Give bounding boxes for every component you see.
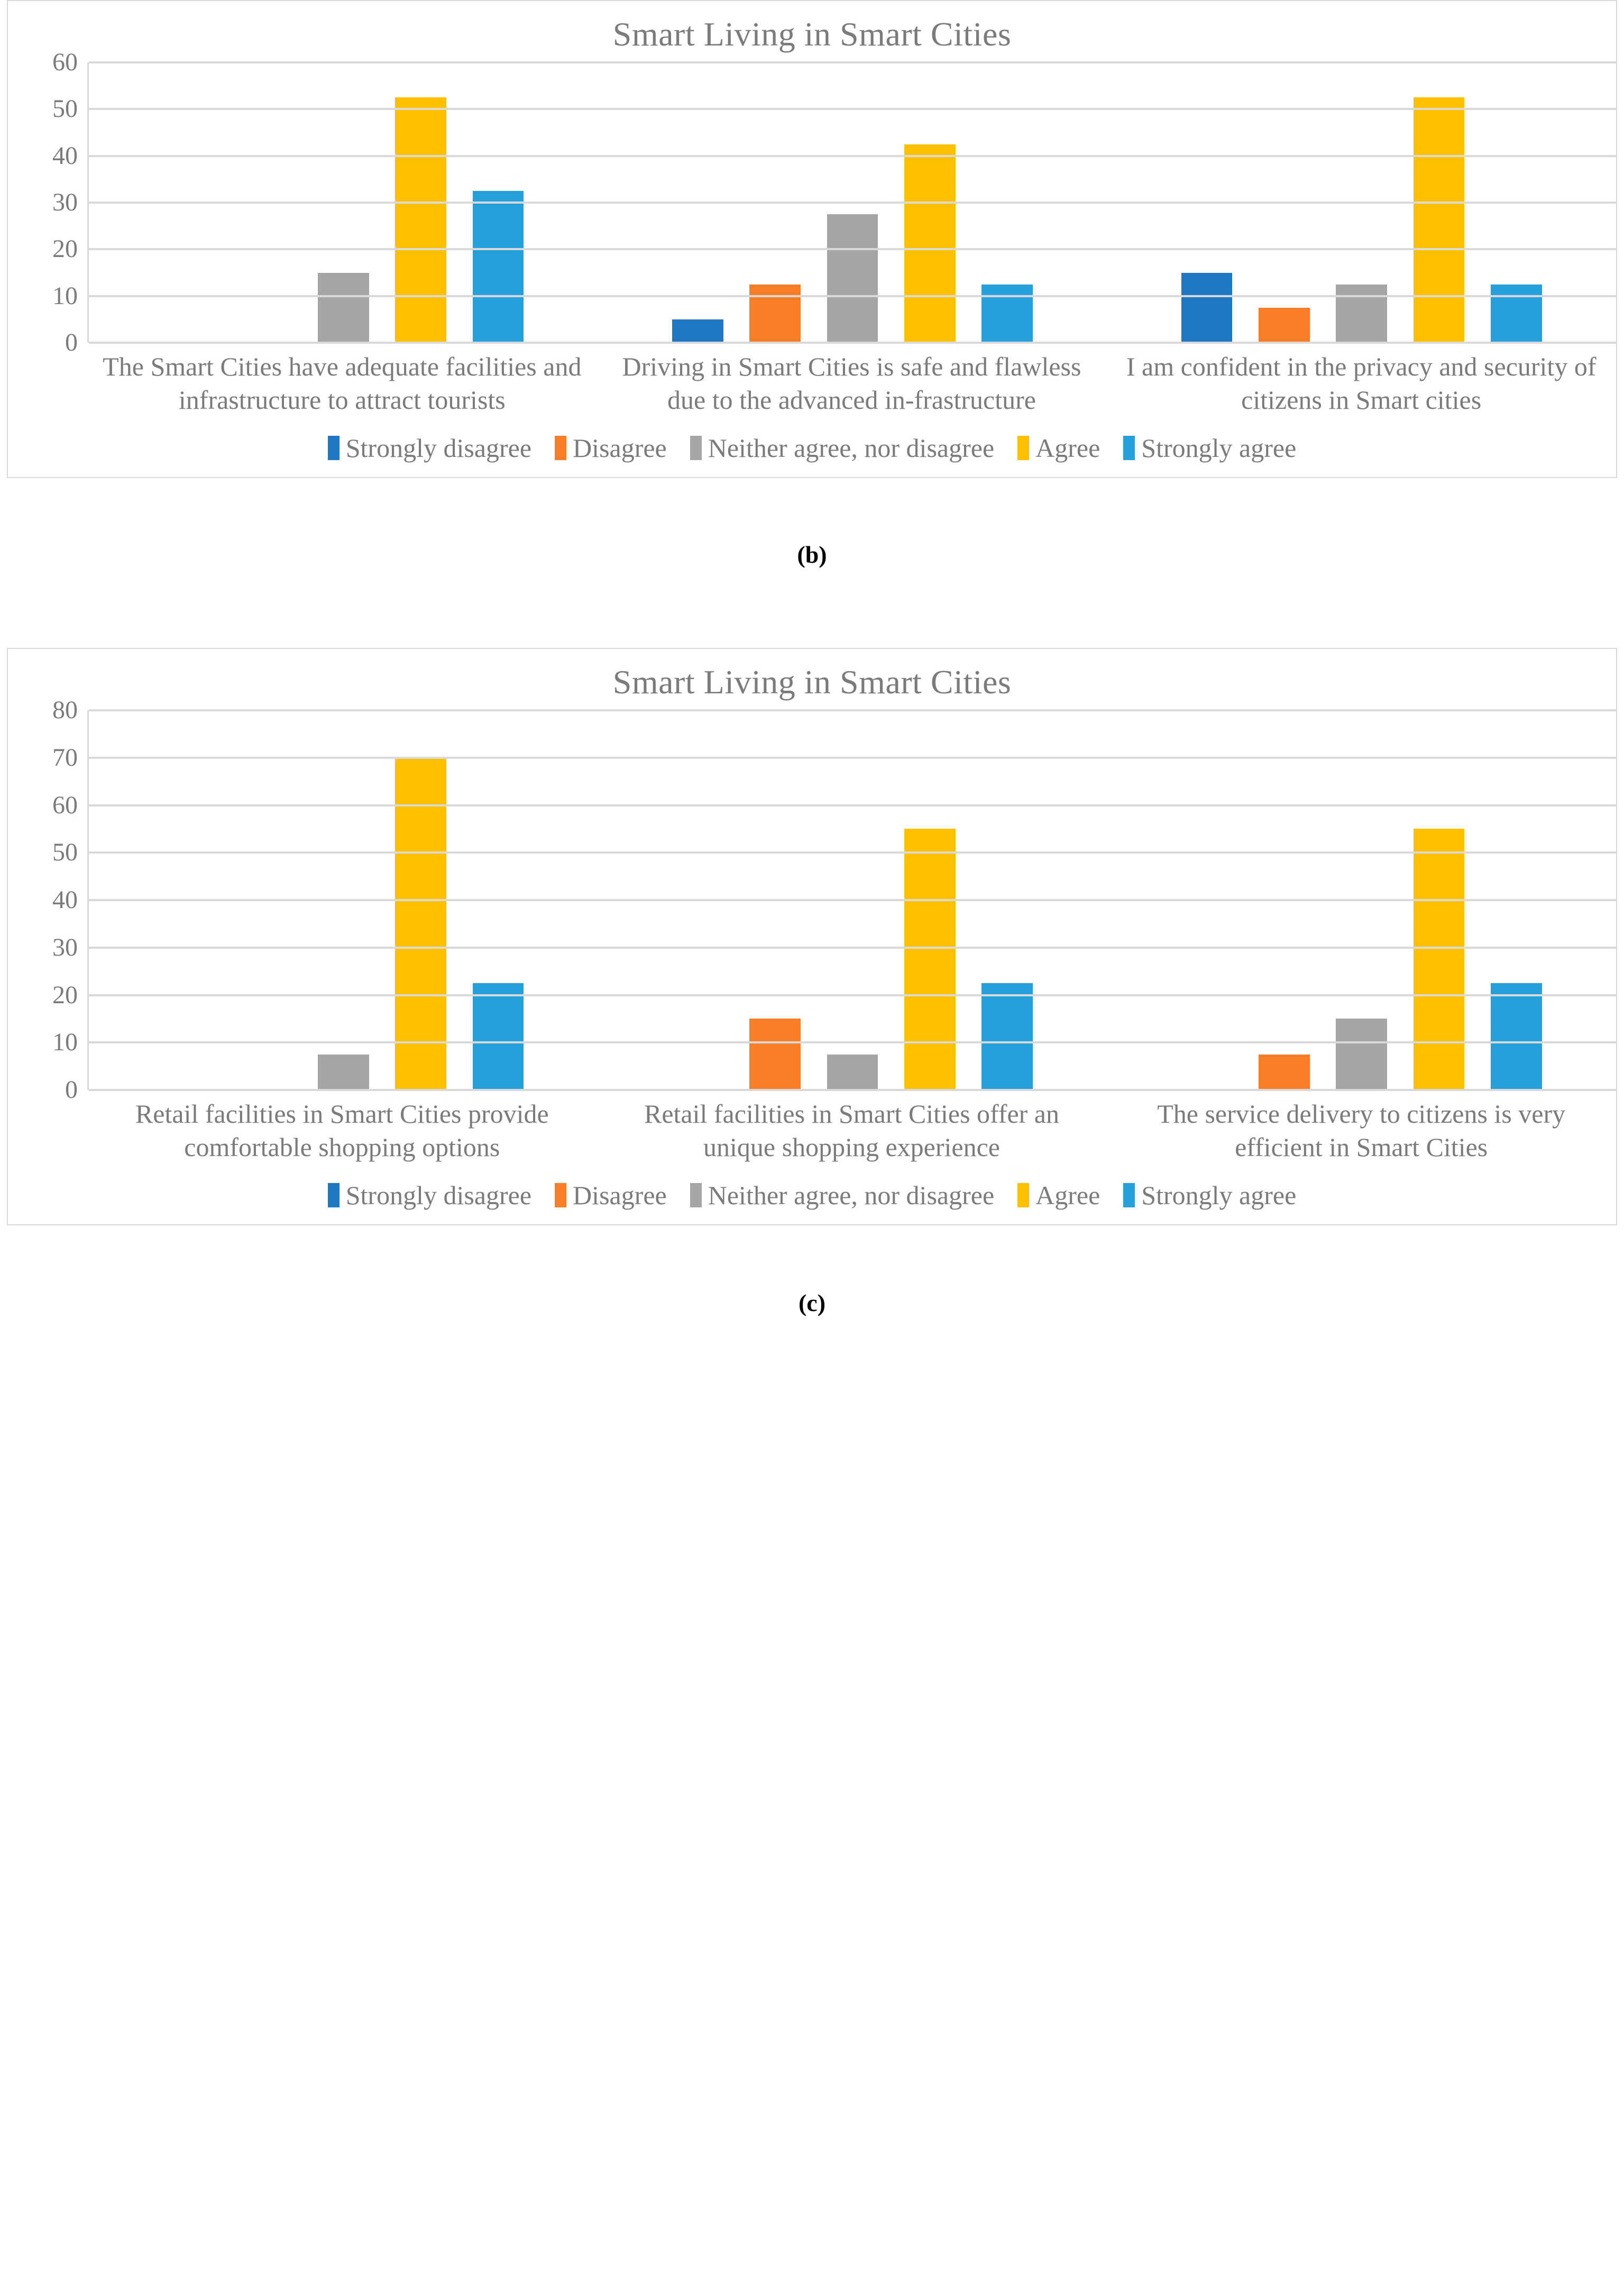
- bar[interactable]: [1259, 1055, 1310, 1090]
- y-axis-tick-label: 70: [52, 743, 78, 772]
- y-axis-tick-label: 50: [52, 95, 78, 123]
- legend-label: Disagree: [573, 433, 667, 463]
- figure-b: [0, 0, 1624, 569]
- y-axis-tick-label: 20: [52, 980, 78, 1009]
- gridline: [89, 108, 1616, 110]
- legend-item[interactable]: [555, 1182, 667, 1208]
- bar[interactable]: [827, 1055, 878, 1090]
- gridline: [89, 61, 1616, 63]
- chart-frame-c: [7, 648, 1617, 1225]
- gridline: [89, 947, 1616, 949]
- bar[interactable]: [395, 97, 446, 343]
- legend-swatch-icon: [328, 1183, 340, 1207]
- category-labels-c: [87, 1090, 1616, 1164]
- bar[interactable]: [318, 273, 369, 343]
- gridline: [89, 757, 1616, 759]
- legend-label: Strongly agree: [1141, 1180, 1297, 1210]
- legend-label: Agree: [1035, 1180, 1100, 1210]
- figure-caption-b: (b): [797, 541, 827, 568]
- gridline: [89, 295, 1616, 297]
- bar[interactable]: [473, 983, 524, 1090]
- chart-frame-b: [7, 0, 1617, 478]
- legend-item[interactable]: [1123, 435, 1296, 461]
- legend-c: [8, 1164, 1616, 1224]
- bar[interactable]: [981, 983, 1033, 1090]
- legend-label: Disagree: [573, 1180, 667, 1210]
- legend-item[interactable]: [328, 1182, 531, 1208]
- bar[interactable]: [904, 829, 956, 1090]
- bar[interactable]: [749, 285, 801, 343]
- bar[interactable]: [473, 191, 524, 343]
- legend-swatch-icon: [555, 1183, 566, 1207]
- legend-label: Strongly agree: [1141, 433, 1297, 463]
- legend-swatch-icon: [690, 1183, 702, 1207]
- legend-label: Strongly disagree: [345, 433, 532, 463]
- bar[interactable]: [827, 214, 878, 343]
- bar[interactable]: [904, 144, 956, 343]
- legend-item[interactable]: [328, 435, 531, 461]
- y-axis-tick-label: 40: [52, 886, 78, 914]
- legend-item[interactable]: [555, 435, 667, 461]
- y-axis-tick-label: 0: [65, 1076, 78, 1104]
- y-axis-tick-label: 30: [52, 188, 78, 216]
- y-axis-c: [8, 696, 87, 1104]
- legend-swatch-icon: [1123, 1183, 1135, 1207]
- category-label: Retail facilities in Smart Cities offer an unique shopping experience: [644, 1099, 1059, 1162]
- gridline: [89, 248, 1616, 250]
- y-axis-tick-label: 30: [52, 933, 78, 961]
- category-label: Retail facilities in Smart Cities provide comfortable shopping options: [135, 1099, 549, 1162]
- y-axis-tick-label: 80: [52, 696, 78, 724]
- y-axis-tick-label: 10: [52, 281, 78, 310]
- gridline: [89, 1041, 1616, 1043]
- bar[interactable]: [1491, 983, 1542, 1090]
- bar[interactable]: [1181, 273, 1233, 343]
- bar[interactable]: [1414, 97, 1465, 343]
- y-axis-tick-label: 50: [52, 838, 78, 867]
- plot-area-b: [87, 62, 1616, 343]
- plot-row-c: [8, 696, 1616, 1104]
- category-row-c: [8, 1090, 1616, 1164]
- legend-label: Agree: [1035, 433, 1100, 463]
- legend-label: Strongly disagree: [345, 1180, 532, 1210]
- y-axis-b: [8, 48, 87, 356]
- bar[interactable]: [1414, 829, 1465, 1090]
- spacer-between-figures: [0, 569, 1624, 648]
- legend-swatch-icon: [555, 436, 566, 460]
- plot-area-c: [87, 710, 1616, 1090]
- y-axis-tick-label: 10: [52, 1028, 78, 1057]
- bar[interactable]: [395, 758, 446, 1090]
- category-row-b: [8, 343, 1616, 417]
- category-labels-b: [87, 343, 1616, 417]
- bar[interactable]: [1259, 308, 1310, 343]
- figure-c: [0, 648, 1624, 1317]
- gridline: [89, 994, 1616, 996]
- category-label: The Smart Cities have adequate facilities and infrastructure to attract tourists: [103, 352, 582, 415]
- legend-b: [8, 417, 1616, 477]
- bar[interactable]: [318, 1055, 369, 1090]
- bar[interactable]: [1491, 285, 1542, 343]
- bar[interactable]: [749, 1019, 801, 1090]
- gridline: [89, 1089, 1616, 1091]
- legend-swatch-icon: [328, 436, 340, 460]
- gridline: [89, 709, 1616, 711]
- bar[interactable]: [981, 285, 1033, 343]
- y-axis-tick-label: 20: [52, 235, 78, 263]
- category-label: The service delivery to citizens is very efficient in Smart Cities: [1157, 1099, 1566, 1162]
- figure-caption-c: (c): [798, 1289, 826, 1316]
- legend-swatch-icon: [1017, 436, 1029, 460]
- legend-swatch-icon: [1017, 1183, 1029, 1207]
- y-axis-tick-label: 40: [52, 141, 78, 170]
- legend-swatch-icon: [690, 436, 702, 460]
- gridline: [89, 155, 1616, 157]
- y-axis-tick-label: 60: [52, 48, 78, 76]
- bar[interactable]: [1336, 1019, 1387, 1090]
- gridline: [89, 804, 1616, 807]
- category-label: I am confident in the privacy and security of citizens in Smart cities: [1126, 352, 1597, 415]
- chart-title-b: Smart Living in Smart Cities: [612, 15, 1012, 53]
- legend-item[interactable]: [690, 1182, 994, 1208]
- gridline: [89, 899, 1616, 901]
- plot-row-b: [8, 48, 1616, 356]
- legend-label: Neither agree, nor disagree: [708, 433, 995, 463]
- y-axis-tick-label: 0: [65, 328, 78, 356]
- bar[interactable]: [1336, 285, 1387, 343]
- y-axis-tick-label: 60: [52, 791, 78, 819]
- bar[interactable]: [672, 319, 723, 343]
- chart-title-c: Smart Living in Smart Cities: [612, 663, 1012, 701]
- gridline: [89, 851, 1616, 854]
- legend-swatch-icon: [1123, 436, 1135, 460]
- legend-item[interactable]: [1017, 435, 1100, 461]
- gridline: [89, 342, 1616, 344]
- legend-item[interactable]: [1017, 1182, 1100, 1208]
- gridline: [89, 201, 1616, 204]
- legend-label: Neither agree, nor disagree: [708, 1180, 995, 1210]
- legend-item[interactable]: [690, 435, 994, 461]
- legend-item[interactable]: [1123, 1182, 1296, 1208]
- category-label: Driving in Smart Cities is safe and flawless due to the advanced in-frastructure: [622, 352, 1081, 415]
